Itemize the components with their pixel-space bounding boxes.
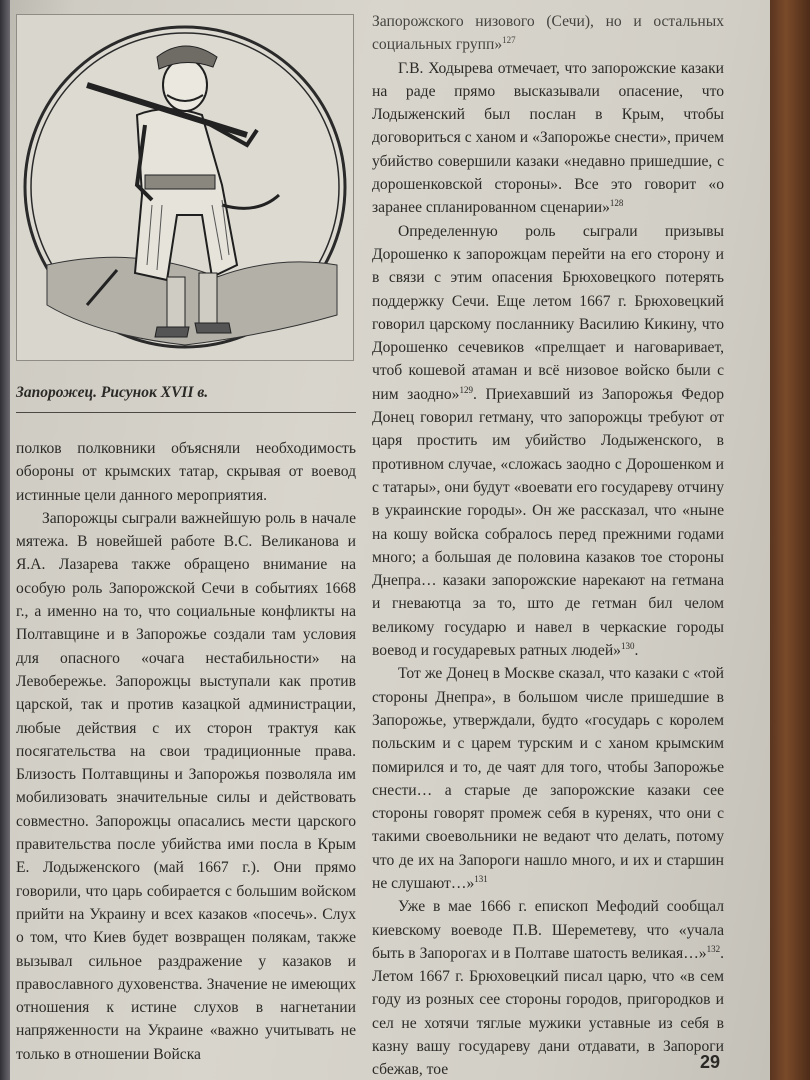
paragraph: Запорожского низового (Сечи), но и остальных социальных групп»$^{127}$ <box>372 13 724 54</box>
paragraph: Запорожцы сыграли важнейшую роль в начале мятежа. В новейшей работе В.С. Великанова и Я.А. Лазарева также обращено внимание на особую роль Запорожской Сечи в событиях 1668 г., а именно на то, что социальные конфликты на Полтавщине и в Запорожье создали там условия для опасного «очага нестабильности» на Левобережье. Запорожцы выступали как против царской, так и против казацкой администрации, любые действия с их сторон трактуя как посягательства на свои традиционные права. Близость Полтавщины и Запорожья позволяла им мобилизовать значительные силы и действовать совместно. Запорожцы опасались мести царского правительства после убийства ими посла в Крым Е. Лодыженского (май 1667 г.). Они прямо говорили, что царь собирается с большим войском прийти на Украину и всех казаков «посечь». Слух о том, что Киев будет возвращен полякам, также вызывал сильное раздражение у казаков и православного духовенства. Значение не имеющих отношения к истине слухов в нагнетании напряженности на Украине «важно учитывать не только в отношении Войска <box>16 509 356 1063</box>
left-column <box>16 437 356 1066</box>
footnote-ref: 130 <box>620 640 635 651</box>
paragraph: Тот же Донец в Москве сказал, что казаки с «той стороны Днепра», в большом числе пришедшие в Запорожье, утверждали, будто «государь с королем польским и с царем турским и с ханом крымским помирился и то, де чаят для того, чтобы Запорожье снести… а старые де запорожские казаки сее стороны говорят промеж себя в куренях, что они с такими своевольники не ведают что делать, потому что де их на Запороги нашло много, и их и старшин не слушают…»$^{131}$ <box>372 665 724 892</box>
book-spine <box>0 0 10 1080</box>
paragraph: Уже в мае 1666 г. епископ Мефодий сообщал киевскому воеводе П.В. Шереметеву, что «учала быть в Запорогах и в Полтаве шатость великая…»$^{132}$. Летом 1667 г. Брюховецкий писал царю, что «в сем году из розных сее стороны городов, пригородков и сел не хотячи тяглые мужики уставные из себя в казну вашу государеву дани отдавати, в Запороги сбежав, тое <box>372 898 724 1079</box>
paragraph: Г.В. Ходырева отмечает, что запорожские казаки на раде прямо высказывали опасение, что Лодыженский был послан в Крым, чтобы договориться с ханом и «Запорожье снести», причем убийство совершили казаки «недавно пришедшие, с дорошенковской стороны». Все это говорит «о заранее спланированном сценарии»$^{128}$ <box>372 59 724 217</box>
footnote-ref: 129 <box>459 384 473 395</box>
paragraph: Определенную роль сыграли призывы Дорошенко к запорожцам перейти на его сторону и в связи с этим опасения Брюховецкого потерять поддержку Сечи. Еще летом 1667 г. Брюховецкий говорил царскому посланнику Василию Кикину, что Дорошенко сечевиков «прелщает и наговаривает, чтоб кошевой атаман и всё низовое войско были с ним заодно»$^{129}$. Приехавший из Запорожья Федор Донец говорил гетману, что запорожцы требуют от царя простить им убийство Лодыженского, в противном случае, «сложась заодно с Дорошенком и с татары», они будут «воевати его государеву отчину в украинские городы». Он же рассказал, что «ныне на кошу войска собралось перед прежними годами много; а большая де половина казаков тое стороны Днепра… казаки запорожские нарекают на гетмана и гневаютца за то, што де гетман бил челом великому государю и навел в черкаские городы воевод и государевых ратных людей»$^{130}$. <box>372 222 724 660</box>
footnote-ref: 131 <box>474 873 488 884</box>
caption-divider <box>16 412 356 413</box>
page-number: 29 <box>699 1052 720 1072</box>
table-background <box>770 0 810 1080</box>
figure-caption: Запорожец. Рисунок XVII в. <box>16 384 209 401</box>
footnote-ref: 128 <box>609 198 624 209</box>
illustration-cossack <box>16 14 354 361</box>
right-column <box>372 10 724 1080</box>
footnote-ref: 132 <box>706 943 721 954</box>
footnote-ref: 127 <box>502 35 516 46</box>
paragraph: полков полковники объясняли необходимость обороны от крымских татар, скрывая от воевод истинные цели данного мероприятия. <box>16 440 356 504</box>
